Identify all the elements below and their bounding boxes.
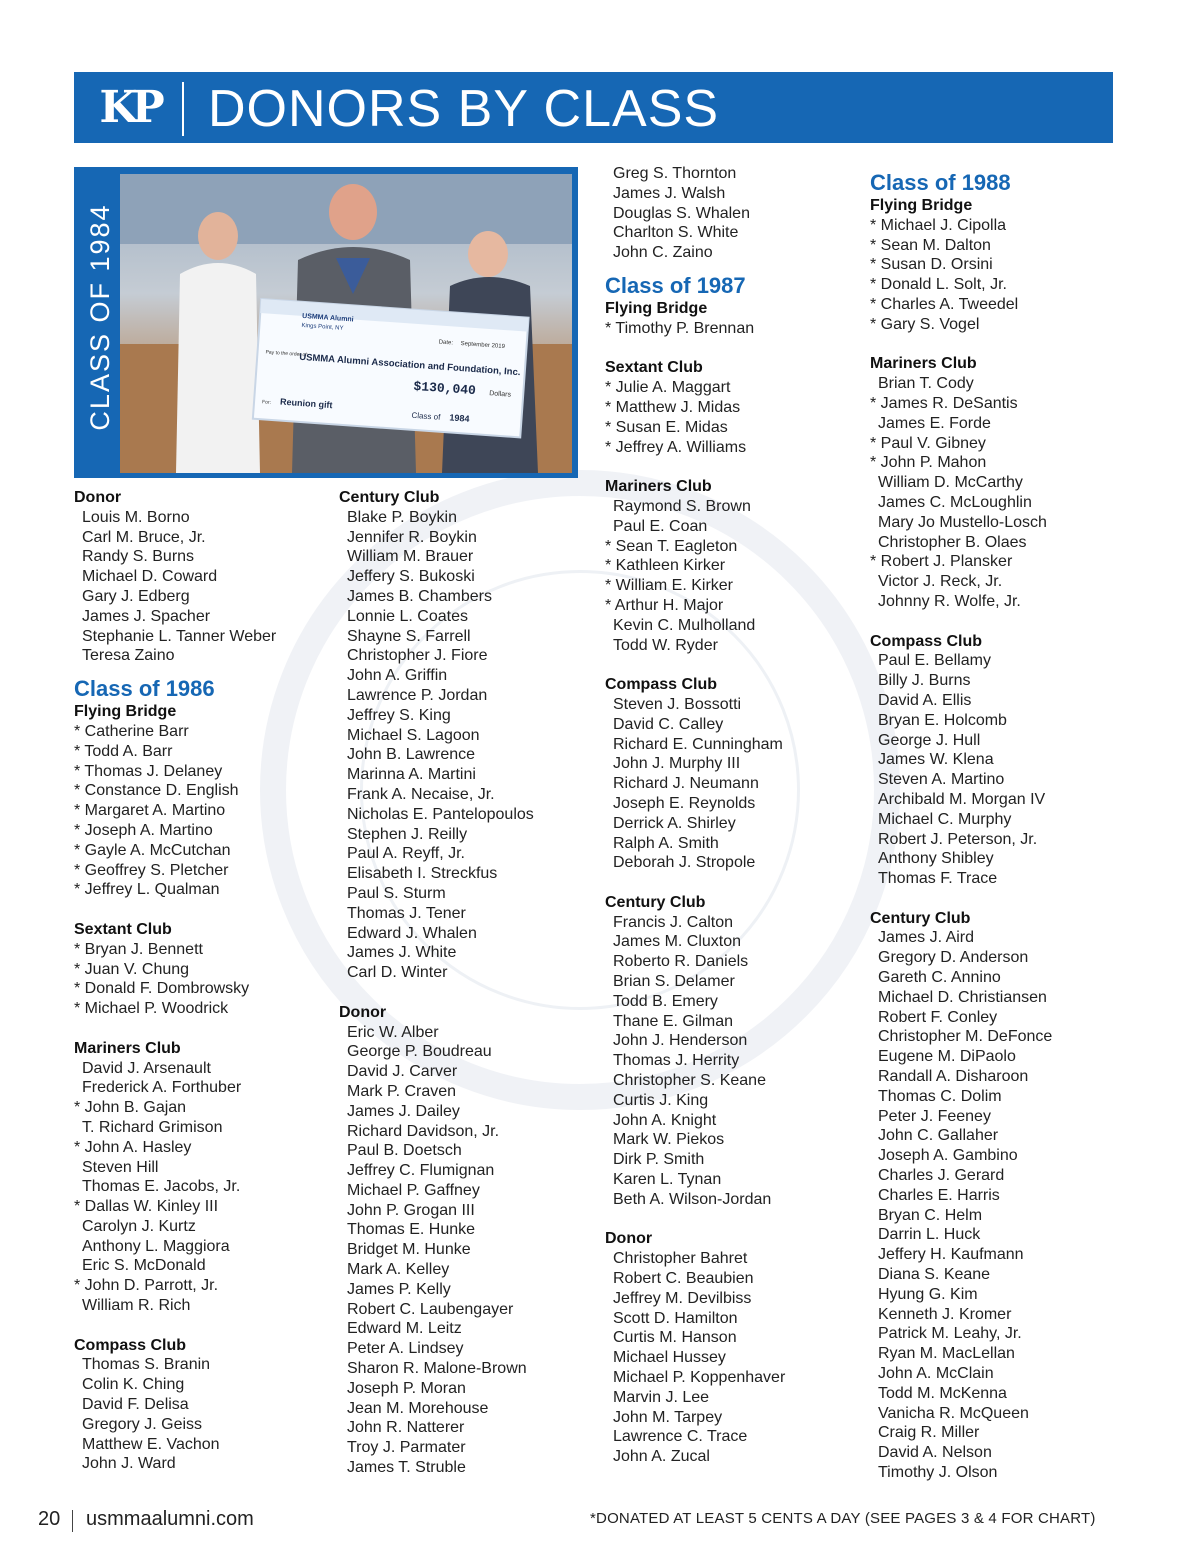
giving-level-heading: Compass Club [605, 676, 718, 694]
giving-level-heading: Century Club [339, 489, 440, 506]
kp-logo: KP [99, 82, 159, 133]
donor-name: John C. Gallaher [878, 1127, 999, 1145]
giving-level-heading: Sextant Club [605, 359, 703, 377]
donor-name: Todd B. Emery [613, 992, 718, 1010]
donor-name: Curtis J. King [613, 1091, 709, 1109]
donor-name: Michael P. Koppenhaver [613, 1369, 786, 1387]
donor-name: Joseph A. Gambino [878, 1147, 1018, 1165]
page-number: 20 [38, 1508, 61, 1530]
donor-column-3 [605, 164, 865, 1467]
donor-name: Gregory D. Anderson [878, 949, 1029, 967]
donor-name: Karen L. Tynan [613, 1171, 722, 1189]
donor-name: Lonnie L. Coates [347, 607, 468, 625]
donor-name: Thomas E. Hunke [347, 1221, 476, 1239]
giving-level-heading: Mariners Club [74, 1039, 181, 1057]
donor-name: Michael P. Gaffney [347, 1181, 480, 1199]
donor-name: * John D. Parrott, Jr. [74, 1277, 219, 1295]
donor-name: Randall A. Disharoon [878, 1068, 1029, 1086]
donor-name: James J. Dailey [347, 1102, 460, 1120]
donor-name: James C. McLoughlin [878, 493, 1032, 511]
donor-name: Christopher Bahret [613, 1250, 748, 1268]
donor-name: Michael D. Coward [82, 568, 218, 586]
donor-name: Timothy J. Olson [878, 1464, 998, 1481]
donor-name: * John P. Mahon [870, 454, 987, 472]
donor-name: Beth A. Wilson-Jordan [613, 1190, 772, 1208]
group-spacer [605, 873, 865, 893]
donor-name: John B. Lawrence [347, 746, 476, 764]
donor-name: John A. Griffin [347, 667, 448, 685]
donor-name: Brian T. Cody [878, 375, 974, 393]
donor-name: Carl M. Bruce, Jr. [82, 528, 206, 546]
donor-name: Lawrence C. Trace [613, 1428, 748, 1446]
donor-name: Paul E. Coan [613, 517, 708, 535]
donor-name: Douglas S. Whalen [613, 204, 750, 222]
giving-level-heading: Donor [339, 1003, 387, 1021]
footer-website[interactable]: usmmaalumni.com [86, 1508, 254, 1530]
donor-name: Christopher J. Fiore [347, 647, 488, 665]
donor-name: George J. Hull [878, 731, 981, 749]
donor-name: John P. Grogan III [347, 1201, 475, 1219]
donor-name: Darrin L. Huck [878, 1226, 981, 1244]
donor-name: * Geoffrey S. Pletcher [74, 861, 229, 879]
donor-name: Edward M. Leitz [347, 1320, 462, 1338]
donor-name: John A. Zucal [613, 1448, 710, 1466]
donor-name: * Charles A. Tweedel [870, 295, 1019, 313]
donor-name: David J. Carver [347, 1063, 458, 1081]
check-dollars-label: Dollars [488, 390, 512, 399]
donor-name: Jeffrey M. Devilbiss [613, 1289, 752, 1307]
donor-name: * John B. Gajan [74, 1099, 187, 1117]
donor-name: Thomas J. Tener [347, 904, 466, 922]
class-photo-panel [74, 167, 578, 478]
donor-name: Michael S. Lagoon [347, 726, 480, 744]
donor-name: Raymond S. Brown [613, 497, 751, 515]
donor-name: David A. Nelson [878, 1444, 992, 1462]
check-date: September 2019 [460, 341, 506, 351]
giving-level-heading: Donor [74, 489, 122, 506]
donor-name: Anthony L. Maggiora [82, 1237, 230, 1255]
donor-name: Michael C. Murphy [878, 810, 1012, 828]
donor-name: Thomas S. Branin [82, 1356, 211, 1374]
donor-name: * James R. DeSantis [870, 394, 1018, 412]
donor-name: Billy J. Burns [878, 672, 971, 690]
giving-level-heading: Flying Bridge [74, 703, 177, 721]
donor-name: James W. Klena [878, 751, 994, 769]
donor-name: Diana S. Keane [878, 1266, 991, 1284]
donor-name: * Joseph A. Martino [74, 821, 213, 839]
donor-name: Bridget M. Hunke [347, 1241, 471, 1259]
group-spacer [605, 457, 865, 477]
donor-name: Derrick A. Shirley [613, 814, 736, 832]
donor-name: Nicholas E. Pantelopoulos [347, 805, 534, 823]
group-spacer [74, 1316, 334, 1336]
header-divider [182, 82, 184, 136]
donor-name: Eugene M. DiPaolo [878, 1048, 1016, 1066]
class-heading: Class of 1987 [605, 272, 746, 298]
donor-name: Colin K. Ching [82, 1376, 185, 1394]
check-pay-to-label: Pay to the order of: [265, 349, 309, 359]
donor-name: Troy J. Parmater [347, 1439, 466, 1457]
group-spacer [605, 339, 865, 359]
donor-name: John R. Natterer [347, 1419, 465, 1437]
donor-name: * Sean M. Dalton [870, 236, 991, 254]
donor-name: Paul S. Sturm [347, 884, 446, 902]
donor-name: Victor J. Reck, Jr. [878, 573, 1003, 591]
check-org: USMMA Alumni [301, 312, 354, 324]
donor-name: Matthew E. Vachon [82, 1435, 220, 1453]
class-heading: Class of 1986 [74, 676, 215, 702]
donor-name: Todd W. Ryder [613, 636, 718, 654]
donor-name: James P. Kelly [347, 1280, 451, 1298]
donor-name: * Susan E. Midas [605, 418, 728, 436]
donor-name: * Margaret A. Martino [74, 802, 226, 820]
donor-name: * Timothy P. Brennan [605, 319, 755, 337]
donor-name: Anthony Shibley [878, 850, 994, 868]
check-presentation-photo [120, 174, 572, 473]
donor-name: * Michael J. Cipolla [870, 216, 1007, 234]
donor-name: Charlton S. White [613, 224, 739, 242]
donor-name: Peter A. Lindsey [347, 1340, 464, 1358]
donor-name: Edward J. Whalen [347, 924, 477, 942]
giving-level-heading: Mariners Club [870, 355, 977, 373]
donor-name: Craig R. Miller [878, 1424, 980, 1442]
donor-name: Carl D. Winter [347, 964, 448, 982]
donor-name: Archibald M. Morgan IV [878, 790, 1046, 808]
donor-name: William M. Brauer [347, 548, 474, 566]
giving-level-heading: Flying Bridge [870, 197, 973, 214]
donor-name: * Michael P. Woodrick [74, 1000, 229, 1018]
donor-name: Jennifer R. Boykin [347, 528, 477, 546]
donor-name: T. Richard Grimison [82, 1118, 223, 1136]
group-spacer [870, 889, 1130, 909]
donor-name: * Donald F. Dombrowsky [74, 980, 250, 998]
donor-name: Mary Jo Mustello-Losch [878, 513, 1047, 531]
donor-name: Joseph E. Reynolds [613, 794, 756, 812]
donor-name: Eric W. Alber [347, 1023, 439, 1041]
donor-name: * Constance D. English [74, 782, 239, 800]
donor-name: Mark A. Kelley [347, 1261, 450, 1279]
donor-name: * Todd A. Barr [74, 742, 173, 760]
donor-column-2 [339, 488, 599, 1478]
donor-name: Steven Hill [82, 1158, 159, 1176]
donor-name: Mark W. Piekos [613, 1131, 725, 1149]
photo-class-label: CLASS OF 1984 [85, 203, 115, 431]
check-class-year: 1984 [449, 412, 470, 424]
group-spacer [870, 612, 1130, 632]
giving-level-heading: Compass Club [74, 1336, 187, 1354]
donor-name: John A. Knight [613, 1111, 717, 1129]
donor-name: * Gary S. Vogel [870, 315, 980, 333]
donor-name: Richard J. Neumann [613, 775, 759, 793]
donor-name: * Dallas W. Kinley III [74, 1198, 219, 1216]
donor-name: Johnny R. Wolfe, Jr. [878, 592, 1021, 610]
donor-name: James M. Cluxton [613, 933, 742, 951]
donor-name: Stephen J. Reilly [347, 825, 468, 843]
donor-name: Charles J. Gerard [878, 1167, 1005, 1185]
donor-name: Eric S. McDonald [82, 1257, 206, 1275]
donor-name: Blake P. Boykin [347, 508, 457, 526]
donor-name: Peter J. Feeney [878, 1107, 991, 1125]
donor-name: Robert F. Conley [878, 1008, 998, 1026]
donor-name: John A. McClain [878, 1365, 994, 1383]
donor-name: Teresa Zaino [82, 647, 175, 665]
donor-name: Deborah J. Stropole [613, 854, 756, 872]
donor-name: Bryan C. Helm [878, 1206, 983, 1224]
donor-name: James J. White [347, 944, 457, 962]
donor-name: Robert C. Laubengayer [347, 1300, 514, 1318]
donor-name: Paul B. Doetsch [347, 1142, 462, 1160]
donor-name: James J. Aird [878, 929, 975, 947]
donor-name: Joseph P. Moran [347, 1379, 466, 1397]
donor-name: Richard Davidson, Jr. [347, 1122, 500, 1140]
giving-level-heading: Century Club [605, 893, 706, 911]
donor-name: Gareth C. Annino [878, 969, 1001, 987]
donor-name: James B. Chambers [347, 587, 492, 605]
donor-name: * Thomas J. Delaney [74, 762, 223, 780]
donor-name: Dirk P. Smith [613, 1151, 705, 1169]
donor-name: Hyung G. Kim [878, 1285, 978, 1303]
donor-name: Mark P. Craven [347, 1082, 457, 1100]
donor-name: Thomas F. Trace [878, 870, 998, 888]
donor-name: David A. Ellis [878, 691, 972, 709]
donor-name: Vanicha R. McQueen [878, 1404, 1029, 1422]
donor-name: Jean M. Morehouse [347, 1399, 489, 1417]
donor-name: Steven A. Martino [878, 771, 1005, 789]
donor-name: Steven J. Bossotti [613, 695, 742, 713]
donor-name: Robert J. Peterson, Jr. [878, 830, 1038, 848]
donor-name: * Julie A. Maggart [605, 379, 731, 397]
donor-name: * John A. Hasley [74, 1138, 192, 1156]
footer-note: *DONATED AT LEAST 5 CENTS A DAY (SEE PAGES 3 & 4 FOR CHART) [590, 1510, 1096, 1527]
donor-name: * Jeffrey A. Williams [605, 438, 747, 456]
donor-name: Bryan E. Holcomb [878, 711, 1007, 729]
donor-name: Kenneth J. Kromer [878, 1305, 1012, 1323]
donor-name: * William E. Kirker [605, 577, 734, 595]
giving-level-heading: Flying Bridge [605, 299, 708, 317]
donor-column-1 [74, 488, 334, 1474]
donor-name: John J. Henderson [613, 1032, 748, 1050]
donor-name: Frank A. Necaise, Jr. [347, 785, 495, 803]
donor-name: * Matthew J. Midas [605, 398, 741, 416]
donor-name: Christopher M. DeFonce [878, 1028, 1053, 1046]
donor-name: Jeffrey C. Flumignan [347, 1162, 495, 1180]
check-for-label: For: [261, 399, 272, 406]
donor-name: Scott D. Hamilton [613, 1309, 738, 1327]
donor-name: James E. Forde [878, 414, 991, 432]
check-location: Kings Point, NY [301, 322, 344, 332]
donor-name: David C. Calley [613, 715, 724, 733]
donor-name: Jeffery S. Bukoski [347, 568, 475, 586]
donor-name: Thomas C. Dolim [878, 1087, 1002, 1105]
donor-name: Gregory J. Geiss [82, 1415, 203, 1433]
giving-level-heading: Mariners Club [605, 478, 712, 496]
donor-name: Patrick M. Leahy, Jr. [878, 1325, 1022, 1343]
donor-name: Christopher B. Olaes [878, 533, 1027, 551]
donor-name: John C. Zaino [613, 244, 713, 262]
donor-name: Sharon R. Malone-Brown [347, 1360, 527, 1378]
donor-name: Roberto R. Daniels [613, 953, 749, 971]
donor-name: David J. Arsenault [82, 1059, 211, 1077]
donor-name: * Kathleen Kirker [605, 557, 726, 575]
donor-name: Ralph A. Smith [613, 834, 719, 852]
donor-name: James J. Spacher [82, 607, 211, 625]
donor-name: Christopher S. Keane [613, 1072, 766, 1090]
donor-name: Charles E. Harris [878, 1186, 1000, 1204]
donor-name: George P. Boudreau [347, 1043, 492, 1061]
donor-name: Randy S. Burns [82, 548, 195, 566]
donor-name: James T. Struble [347, 1459, 466, 1477]
photo-illustration [120, 174, 572, 473]
donor-name: * Sean T. Eagleton [605, 537, 738, 555]
giving-level-heading: Donor [605, 1230, 653, 1248]
donor-name: * Jeffrey L. Qualman [74, 881, 220, 899]
giving-level-heading: Sextant Club [74, 920, 172, 938]
donor-name: Curtis M. Hanson [613, 1329, 737, 1347]
donor-name: David F. Delisa [82, 1396, 189, 1414]
donor-name: James J. Walsh [613, 184, 726, 202]
giving-level-heading: Century Club [870, 909, 971, 927]
donor-name: William R. Rich [82, 1297, 191, 1315]
donor-name: Thomas E. Jacobs, Jr. [82, 1178, 241, 1196]
donor-name: * Susan D. Orsini [870, 256, 993, 274]
donor-name: Marvin J. Lee [613, 1388, 710, 1406]
donor-name: Shayne S. Farrell [347, 627, 471, 645]
donor-name: Michael Hussey [613, 1349, 726, 1367]
donor-name: Greg S. Thornton [613, 165, 737, 182]
donor-name: * Bryan J. Bennett [74, 940, 203, 958]
donor-name: Michael D. Christiansen [878, 988, 1047, 1006]
donor-name: John M. Tarpey [613, 1408, 723, 1426]
group-spacer [605, 1210, 865, 1230]
donor-name: Jeffery H. Kaufmann [878, 1246, 1024, 1264]
donor-name: Richard E. Cunningham [613, 735, 783, 753]
donor-name: Stephanie L. Tanner Weber [82, 627, 277, 645]
donor-name: Frederick A. Forthuber [82, 1079, 242, 1097]
check-date-label: Date: [438, 339, 454, 347]
donor-name: Kevin C. Mulholland [613, 616, 756, 634]
group-spacer [74, 900, 334, 920]
donor-name: Elisabeth I. Streckfus [347, 865, 498, 883]
footer-divider [72, 1510, 73, 1532]
donor-name: Gary J. Edberg [82, 587, 190, 605]
group-spacer [870, 335, 1130, 355]
donor-name: Ryan M. MacLellan [878, 1345, 1015, 1363]
page-header-banner [74, 72, 1113, 143]
donor-name: Thane E. Gilman [613, 1012, 734, 1030]
class-heading: Class of 1988 [870, 170, 1011, 195]
donor-column-4 [870, 170, 1130, 1483]
donor-name: * Catherine Barr [74, 722, 189, 740]
donor-name: Louis M. Borno [82, 508, 190, 526]
donor-name: Marinna A. Martini [347, 766, 476, 784]
donor-name: Jeffrey S. King [347, 706, 451, 724]
check-memo: Reunion gift [279, 396, 333, 411]
donor-name: Brian S. Delamer [613, 973, 735, 991]
donor-name: * Robert J. Plansker [870, 553, 1013, 571]
check-amount: $130,040 [413, 378, 477, 399]
donor-name: Todd M. McKenna [878, 1384, 1007, 1402]
giving-level-heading: Compass Club [870, 632, 983, 650]
donor-name: Carolyn J. Kurtz [82, 1217, 196, 1235]
donor-name: Francis J. Calton [613, 913, 734, 931]
check-class-label: Class of [411, 410, 441, 422]
donor-name: Robert C. Beaubien [613, 1270, 754, 1288]
donor-name: * Juan V. Chung [74, 960, 190, 978]
donor-name: John J. Ward [82, 1455, 176, 1473]
donor-name: John J. Murphy III [613, 755, 741, 773]
check-payee: USMMA Alumni Association and Foundation, Inc. [298, 351, 521, 379]
donor-name: * Paul V. Gibney [870, 434, 986, 452]
group-spacer [605, 655, 865, 675]
donor-name: Paul E. Bellamy [878, 652, 991, 670]
page-title: DONORS BY CLASS [208, 80, 720, 138]
donor-name: Thomas J. Herrity [613, 1052, 740, 1070]
donor-name: * Arthur H. Major [605, 596, 724, 614]
donor-name: * Donald L. Solt, Jr. [870, 276, 1007, 294]
group-spacer [74, 1019, 334, 1039]
group-spacer [339, 983, 599, 1003]
donor-name: * Gayle A. McCutchan [74, 841, 231, 859]
donor-name: Lawrence P. Jordan [347, 686, 488, 704]
donor-name: Paul A. Reyff, Jr. [347, 845, 465, 863]
donor-name: William D. McCarthy [878, 474, 1023, 492]
